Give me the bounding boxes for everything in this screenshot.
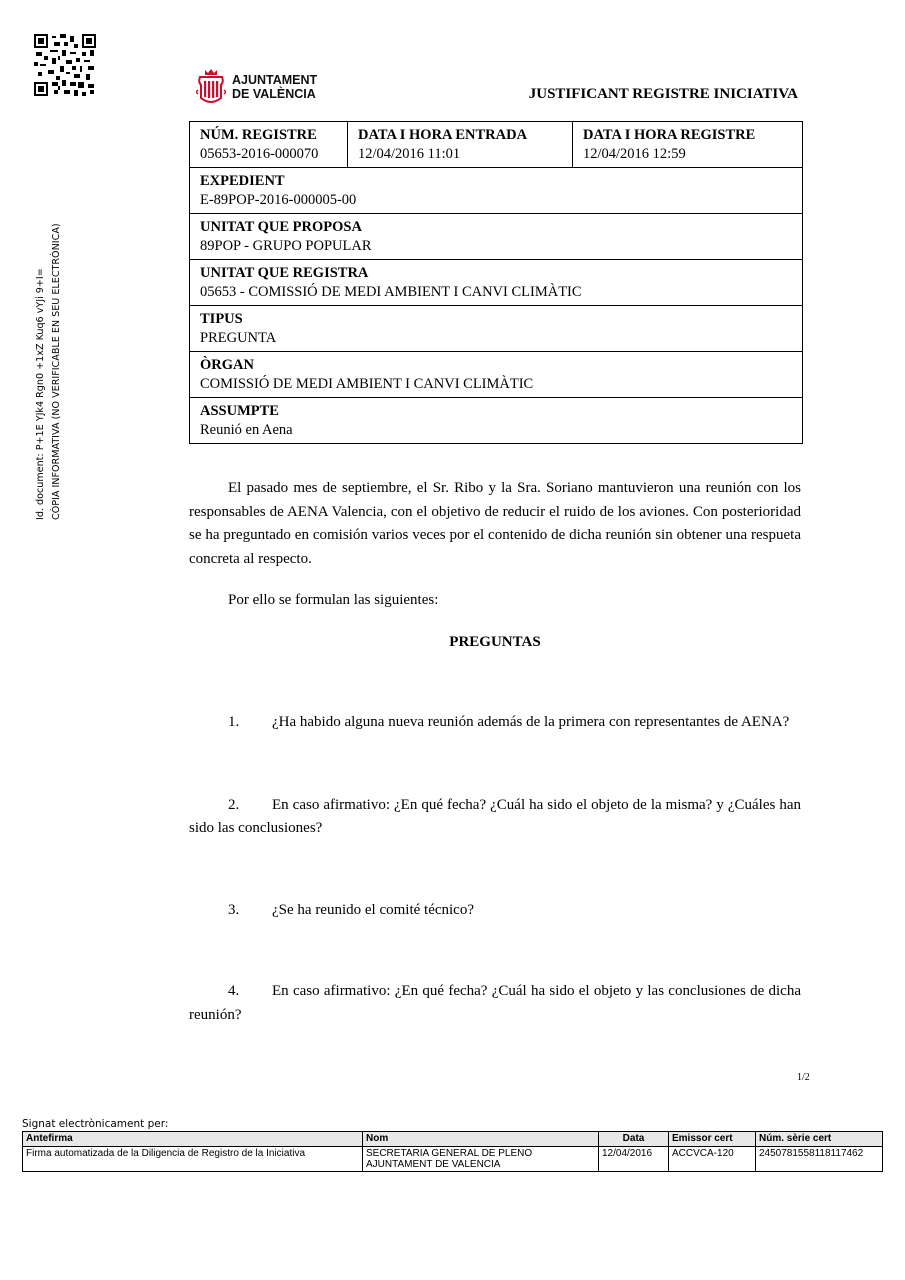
proposing-unit-cell [190, 214, 803, 260]
type-value: PREGUNTA [200, 330, 277, 346]
entry-datetime-value: 12/04/2016 11:01 [358, 146, 461, 162]
qr-code [34, 34, 96, 96]
city-crest-icon [196, 68, 226, 106]
question-number: 4. [228, 983, 240, 999]
question-item [189, 711, 801, 735]
nom-value-line2: AJUNTAMENT DE VALENCIA [366, 1159, 501, 1170]
org-name-line1: AJUNTAMENT [232, 73, 318, 87]
emissor-header: Emissor cert [669, 1132, 756, 1147]
question-item [189, 899, 801, 923]
registry-row-dates [190, 122, 803, 168]
registry-datetime-label: DATA I HORA REGISTRE [583, 127, 756, 143]
registry-row-organ [190, 352, 803, 398]
org-name [232, 73, 317, 101]
subject-cell [190, 398, 803, 444]
question-number: 2. [228, 796, 240, 813]
org-name-line2: DE VALÈNCIA [232, 87, 316, 101]
subject-value: Reunió en Aena [200, 422, 293, 438]
registry-number-cell [190, 122, 348, 168]
registry-row-tipus [190, 306, 803, 352]
type-cell [190, 306, 803, 352]
antefirma-header: Antefirma [23, 1132, 363, 1147]
proposing-unit-value: 89POP - GRUPO POPULAR [200, 238, 372, 254]
type-label: TIPUS [200, 311, 243, 327]
registry-number-value: 05653-2016-000070 [200, 146, 319, 162]
data-header: Data [599, 1132, 669, 1147]
formulation-paragraph: Por ello se formulan las siguientes: [228, 592, 439, 608]
intro-paragraph: El pasado mes de septiembre, el Sr. Ribo y la Sra. Soriano mantuvieron una reunión con los responsables de AENA Valencia, con el objetivo de reducir el ruido de los aviones. Con posterioridad se ha preguntado en comisión varios veces por el contenido de dicha reunión sin obtener una respueta concreta al respecto. [189, 480, 801, 567]
nom-value-line1: SECRETARIA GENERAL DE PLENO [366, 1148, 533, 1159]
entry-datetime-cell [348, 122, 573, 168]
registry-row-assumpte [190, 398, 803, 444]
nom-header: Nom [363, 1132, 599, 1147]
antefirma-value: Firma automatizada de la Diligencia de Registro de la Iniciativa [23, 1147, 363, 1172]
organ-value: COMISSIÓ DE MEDI AMBIENT I CANVI CLIMÀTIC [200, 376, 534, 392]
signature-table [22, 1131, 883, 1172]
organ-label: ÒRGAN [200, 357, 254, 373]
question-text: En caso afirmativo: ¿En qué fecha? ¿Cuál ha sido el objeto y las conclusiones de dicha reunión? [189, 983, 801, 1023]
questions-heading: PREGUNTAS [449, 633, 541, 650]
document-body [189, 477, 801, 1027]
registry-datetime-value: 12/04/2016 12:59 [583, 146, 686, 162]
emissor-value: ACCVCA-120 [669, 1147, 756, 1172]
registry-row-expedient [190, 168, 803, 214]
question-text: ¿Ha habido alguna nueva reunión además de la primera con representantes de AENA? [272, 714, 790, 730]
registry-datetime-cell [573, 122, 803, 168]
registering-unit-value: 05653 - COMISSIÓ DE MEDI AMBIENT I CANVI CLIMÀTIC [200, 284, 582, 300]
nom-value [363, 1147, 599, 1172]
expedient-cell [190, 168, 803, 214]
expedient-value: E-89POP-2016-000005-00 [200, 192, 357, 208]
question-item [189, 794, 801, 841]
question-number: 1. [228, 714, 240, 730]
subject-label: ASSUMPTE [200, 403, 279, 419]
signature-header-row [23, 1132, 883, 1147]
registry-row-registra [190, 260, 803, 306]
registering-unit-cell [190, 260, 803, 306]
serie-header: Núm. sèrie cert [756, 1132, 883, 1147]
question-number: 3. [228, 901, 240, 918]
document-id-line: Id. document: P+1E YJk4 Rgn0 +1xZ Kuq6 vYJi 9+I= [35, 268, 46, 520]
side-verification-text [33, 160, 65, 520]
ajuntament-logo [196, 68, 317, 106]
organ-cell [190, 352, 803, 398]
question-text: En caso afirmativo: ¿En qué fecha? ¿Cuál ha sido el objeto de la misma? y ¿Cuáles han sido las conclusiones? [189, 796, 801, 836]
data-value: 12/04/2016 [599, 1147, 669, 1172]
registry-number-label: NÚM. REGISTRE [200, 127, 317, 143]
question-text: ¿Se ha reunido el comité técnico? [272, 901, 474, 918]
copy-notice-line: CÒPIA INFORMATIVA (NO VERIFICABLE EN SEU ELECTRÒNICA) [51, 223, 62, 520]
signature-caption: Signat electrònicament per: [22, 1118, 169, 1130]
registering-unit-label: UNITAT QUE REGISTRA [200, 265, 369, 281]
entry-datetime-label: DATA I HORA ENTRADA [358, 127, 528, 143]
proposing-unit-label: UNITAT QUE PROPOSA [200, 219, 362, 235]
registry-table [189, 121, 803, 444]
signature-row [23, 1147, 883, 1172]
serie-value: 2450781558118117462 [756, 1147, 883, 1172]
expedient-label: EXPEDIENT [200, 173, 285, 189]
question-item [189, 980, 801, 1027]
document-title: JUSTIFICANT REGISTRE INICIATIVA [528, 86, 798, 102]
registry-row-proposa [190, 214, 803, 260]
page-number: 1/2 [797, 1072, 810, 1083]
